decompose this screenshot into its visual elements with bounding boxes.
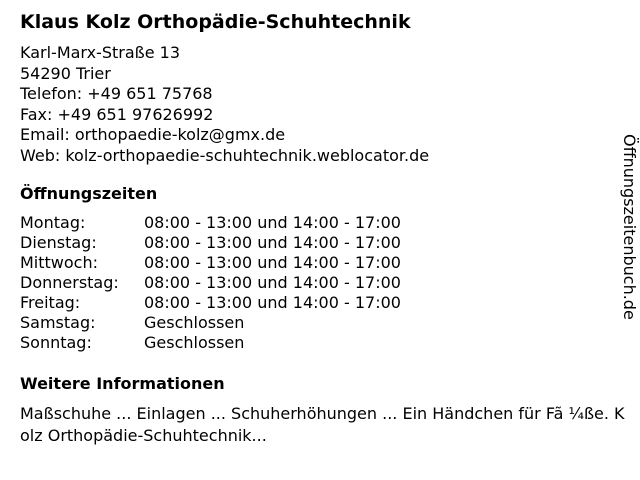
hours-day: Mittwoch: <box>20 253 98 272</box>
opening-hours-heading: Öffnungszeiten <box>20 184 158 203</box>
phone-line: Telefon: +49 651 75768 <box>20 84 213 103</box>
contact-block <box>20 43 429 166</box>
site-watermark <box>614 134 640 366</box>
hours-time: Geschlossen <box>144 313 245 332</box>
hours-day: Donnerstag: <box>20 273 119 292</box>
further-info-text: Maßschuhe ... Einlagen ... Schuherhöhungen ... Ein Händchen für Fã ¼ße. Kolz Orthopädie-Schuhtechnik... <box>20 404 625 445</box>
hours-time: 08:00 - 13:00 und 14:00 - 17:00 <box>144 273 401 292</box>
fax-line: Fax: +49 651 97626992 <box>20 104 214 124</box>
hours-day: Montag: <box>20 213 86 232</box>
hours-time: 08:00 - 13:00 und 14:00 - 17:00 <box>144 293 401 312</box>
hours-day: Dienstag: <box>20 233 97 252</box>
hours-time: 08:00 - 13:00 und 14:00 - 17:00 <box>144 213 401 232</box>
web-line: Web: kolz-orthopaedie-schuhtechnik.weblocator.de <box>20 145 430 165</box>
watermark-text: Öffnungszeitenbuch.de <box>620 134 639 320</box>
hours-time: 08:00 - 13:00 und 14:00 - 17:00 <box>144 233 401 252</box>
hours-day: Freitag: <box>20 293 81 312</box>
hours-time: 08:00 - 13:00 und 14:00 - 17:00 <box>144 253 401 272</box>
address-city: 54290 Trier <box>20 63 111 83</box>
further-info-heading: Weitere Informationen <box>20 374 225 393</box>
hours-time: Geschlossen <box>144 333 245 352</box>
business-name: Klaus Kolz Orthopädie-Schuhtechnik <box>20 11 411 33</box>
hours-day: Sonntag: <box>20 333 92 352</box>
hours-day: Samstag: <box>20 313 96 332</box>
address-street: Karl-Marx-Straße 13 <box>20 43 180 62</box>
email-line: Email: orthopaedie-kolz@gmx.de <box>20 125 286 144</box>
